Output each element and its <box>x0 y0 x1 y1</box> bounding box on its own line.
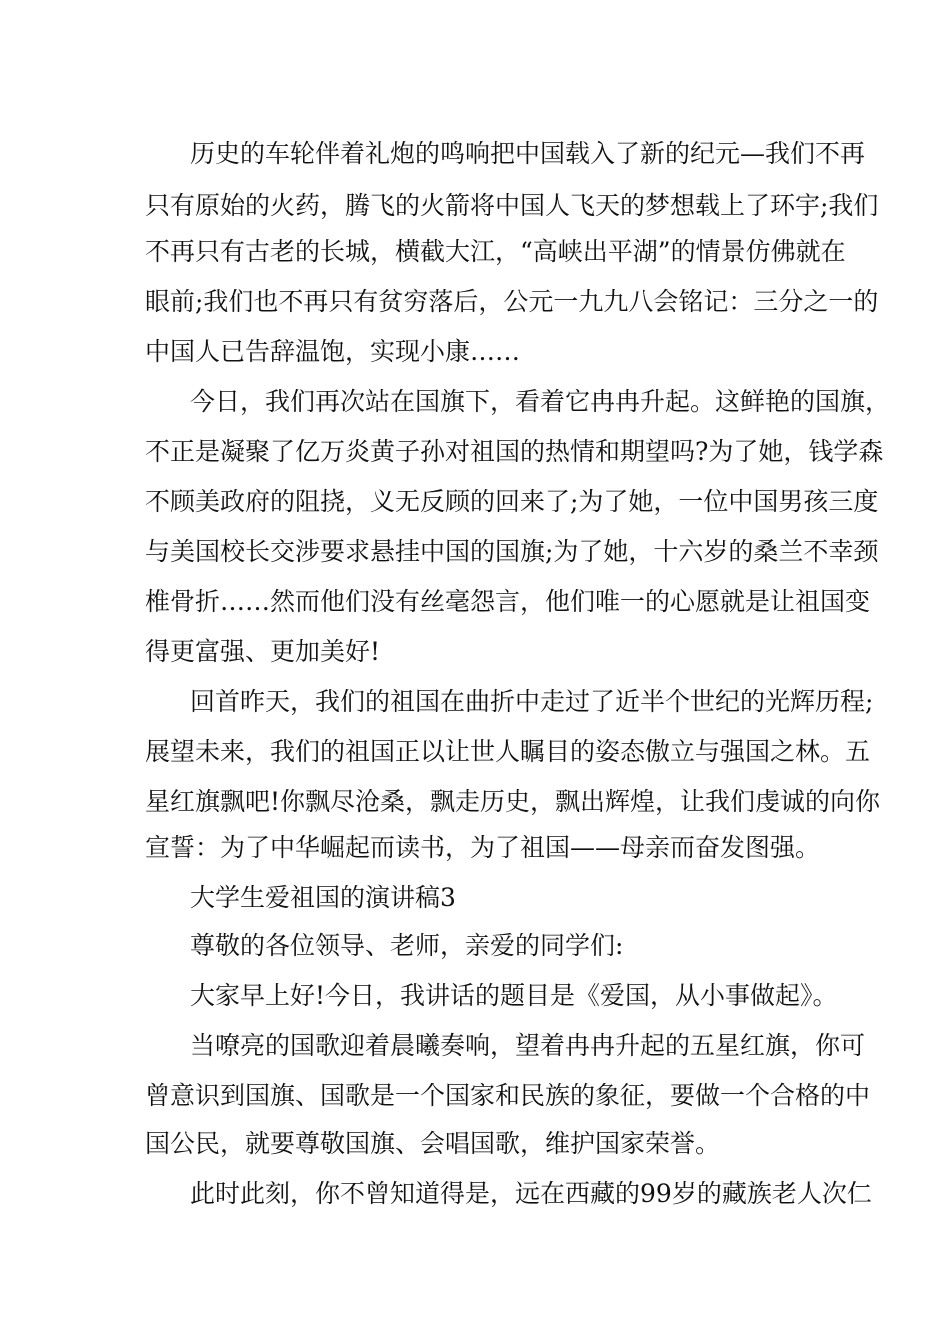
paragraph-2-line-3: 不顾美政府的阻挠，义无反顾的回来了;为了她，一位中国男孩三度 <box>145 487 879 516</box>
paragraph-3-line-3: 星红旗飘吧!你飘尽沧桑，飘走历史，飘出辉煌，让我们虔诚的向你 <box>145 787 881 816</box>
paragraph-2-line-4: 与美国校长交涉要求悬挂中国的国旗;为了她，十六岁的桑兰不幸颈 <box>145 537 879 566</box>
section-title: 大学生爱祖国的演讲稿3 <box>190 883 456 912</box>
greeting: 大家早上好!今日，我讲话的题目是《爱国，从小事做起》。 <box>190 981 838 1010</box>
paragraph-4-line-2: 曾意识到国旗、国歌是一个国家和民族的象征，要做一个合格的中 <box>145 1081 871 1110</box>
paragraph-3-line-1: 回首昨天，我们的祖国在曲折中走过了近半个世纪的光辉历程; <box>190 687 874 716</box>
paragraph-1-line-1: 历史的车轮伴着礼炮的鸣响把中国载入了新的纪元—我们不再 <box>190 139 866 168</box>
paragraph-1-line-5: 中国人已告辞温饱，实现小康…… <box>145 337 521 366</box>
paragraph-3-line-2: 展望未来，我们的祖国正以让世人瞩目的姿态傲立与强国之林。五 <box>145 737 871 766</box>
paragraph-3-line-4: 宣誓：为了中华崛起而读书，为了祖国——母亲而奋发图强。 <box>145 833 821 862</box>
salutation: 尊敬的各位领导、老师，亲爱的同学们: <box>190 931 624 960</box>
paragraph-4-line-3: 国公民，就要尊敬国旗、会唱国歌，维护国家荣誉。 <box>145 1129 721 1158</box>
paragraph-2-line-5: 椎骨折……然而他们没有丝毫怨言，他们唯一的心愿就是让祖国变 <box>145 587 871 616</box>
paragraph-5-line-1: 此时此刻，你不曾知道得是，远在西藏的99岁的藏族老人次仁 <box>190 1179 872 1208</box>
paragraph-1-line-3: 不再只有古老的长城，横截大江，“高峡出平湖”的情景仿佛就在 <box>145 237 846 266</box>
paragraph-1-line-4: 眼前;我们也不再只有贫穷落后，公元一九九八会铭记：三分之一的 <box>145 287 879 316</box>
paragraph-4-line-1: 当嘹亮的国歌迎着晨曦奏响，望着冉冉升起的五星红旗，你可 <box>190 1031 866 1060</box>
paragraph-2-line-2: 不正是凝聚了亿万炎黄子孙对祖国的热情和期望吗?为了她，钱学森 <box>145 437 884 466</box>
paragraph-2-line-6: 得更富强、更加美好! <box>145 637 381 666</box>
paragraph-2-line-1: 今日，我们再次站在国旗下，看着它冉冉升起。这鲜艳的国旗， <box>190 387 891 416</box>
paragraph-1-line-2: 只有原始的火药，腾飞的火箭将中国人飞天的梦想载上了环宇;我们 <box>145 191 879 220</box>
